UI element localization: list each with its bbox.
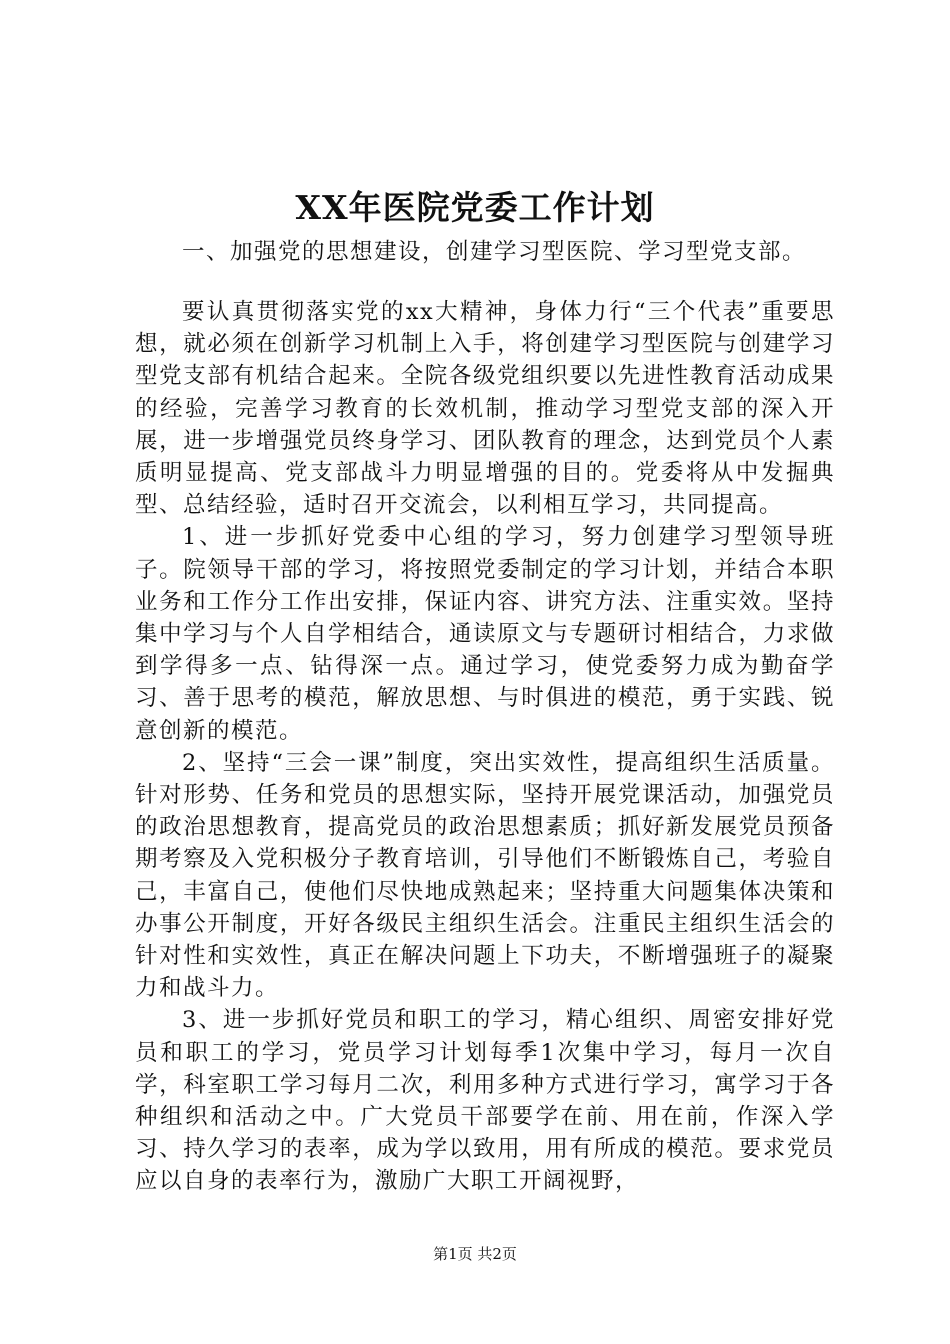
body-paragraph-intro: 要认真贯彻落实党的xx大精神，身体力行“三个代表”重要思想，就必须在创新学习机制上入手，将创建学习型医院与创建学习型党支部有机结合起来。全院各级党组织要以先进性教育活动成果的经验，完善学习教育的长效机制，推动学习型党支部的深入开展，进一步增强党员终身学习、团队教育的理念，达到党员个人素质明显提高、党支部战斗力明显增强的目的。党委将从中发掘典型、总结经验，适时召开交流会，以利相互学习，共同提高。 <box>135 299 835 519</box>
document-title: XX年医院党委工作计划 <box>295 188 655 227</box>
section-heading: 一、加强党的思想建设，创建学习型医院、学习型党支部。 <box>182 239 807 265</box>
body-paragraph-2: 2、坚持“三会一课”制度，突出实效性，提高组织生活质量。针对形势、任务和党员的思想实际，坚持开展党课活动，加强党员的政治思想教育，提高党员的政治思想素质；抓好新发展党员预备期考察及入党积极分子教育培训，引导他们不断锻炼自己，考验自己，丰富自己，使他们尽快地成熟起来；坚持重大问题集体决策和办事公开制度，开好各级民主组织生活会。注重民主组织生活会的针对性和实效性，真正在解决问题上下功夫，不断增强班子的凝聚力和战斗力。 <box>135 749 835 1002</box>
body-paragraph-1: 1、进一步抓好党委中心组的学习，努力创建学习型领导班子。院领导干部的学习，将按照党委制定的学习计划，并结合本职业务和工作分工作出安排，保证内容、讲究方法、注重实效。坚持集中学习与个人自学相结合，通读原文与专题研讨相结合，力求做到学得多一点、钻得深一点。通过学习，使党委努力成为勤奋学习、善于思考的模范，解放思想、与时俱进的模范，勇于实践、锐意创新的模范。 <box>135 524 835 744</box>
page-number-footer: 第1页 共2页 <box>433 1245 517 1263</box>
body-paragraph-3: 3、进一步抓好党员和职工的学习，精心组织、周密安排好党员和职工的学习，党员学习计划每季1次集中学习，每月一次自学，科室职工学习每月二次，利用多种方式进行学习，寓学习于各种组织和活动之中。广大党员干部要学在前、用在前，作深入学习、持久学习的表率，成为学以致用，用有所成的模范。要求党员应以自身的表率行为，激励广大职工开阔视野， <box>135 1007 835 1195</box>
document-body <box>135 296 835 1198</box>
